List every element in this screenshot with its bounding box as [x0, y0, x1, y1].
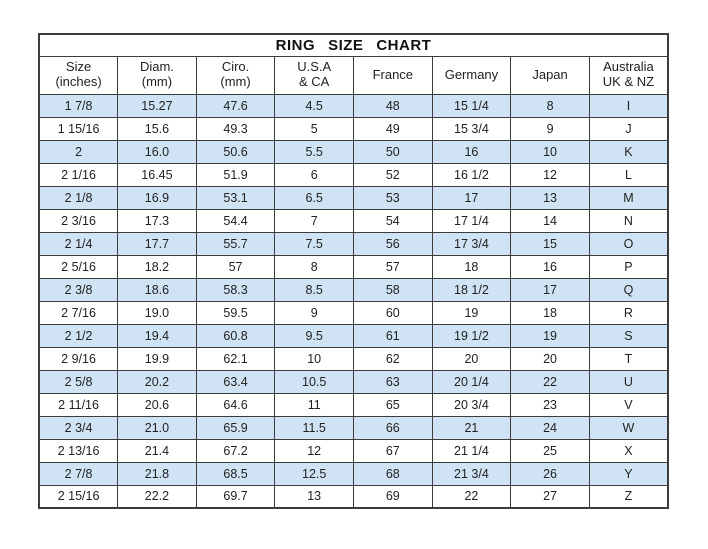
cell-japan: 18: [511, 301, 590, 324]
cell-usa-ca: 5: [275, 117, 354, 140]
column-header-size-inches: [39, 56, 118, 94]
cell-size-inches: 2 5/16: [39, 255, 118, 278]
table-row: [39, 370, 668, 393]
cell-france: 68: [354, 462, 433, 485]
cell-france: 63: [354, 370, 433, 393]
chart-title-row: [39, 34, 668, 56]
cell-germany: 20 3/4: [432, 393, 511, 416]
cell-japan: 17: [511, 278, 590, 301]
cell-diam-mm: 20.2: [118, 370, 197, 393]
cell-size-inches: 2 7/16: [39, 301, 118, 324]
cell-australia-uk-nz: Q: [589, 278, 668, 301]
cell-germany: 20: [432, 347, 511, 370]
column-header-label: Australia: [603, 59, 654, 75]
cell-germany: 18 1/2: [432, 278, 511, 301]
column-header-label: Ciro.: [221, 59, 250, 75]
column-header-ciro-mm: [196, 56, 275, 94]
cell-france: 58: [354, 278, 433, 301]
column-header-label: Size: [65, 59, 92, 75]
table-row: [39, 117, 668, 140]
table-row: [39, 347, 668, 370]
chart-title: RING SIZE CHART: [39, 34, 668, 56]
cell-size-inches: 2 1/4: [39, 232, 118, 255]
column-header-australia-uk-nz: [589, 56, 668, 94]
cell-usa-ca: 8.5: [275, 278, 354, 301]
cell-japan: 27: [511, 485, 590, 508]
column-header-germany: [432, 56, 511, 94]
cell-diam-mm: 18.6: [118, 278, 197, 301]
table-row: [39, 324, 668, 347]
cell-japan: 14: [511, 209, 590, 232]
cell-diam-mm: 17.7: [118, 232, 197, 255]
cell-diam-mm: 17.3: [118, 209, 197, 232]
cell-ciro-mm: 60.8: [196, 324, 275, 347]
cell-france: 62: [354, 347, 433, 370]
cell-usa-ca: 6: [275, 163, 354, 186]
cell-ciro-mm: 57: [196, 255, 275, 278]
table-row: [39, 140, 668, 163]
column-header-diam-mm: [118, 56, 197, 94]
cell-ciro-mm: 68.5: [196, 462, 275, 485]
cell-france: 54: [354, 209, 433, 232]
cell-ciro-mm: 53.1: [196, 186, 275, 209]
column-header-label: U.S.A: [297, 59, 332, 75]
cell-diam-mm: 18.2: [118, 255, 197, 278]
cell-usa-ca: 12.5: [275, 462, 354, 485]
cell-australia-uk-nz: X: [589, 439, 668, 462]
table-row: [39, 255, 668, 278]
cell-ciro-mm: 64.6: [196, 393, 275, 416]
column-header-sublabel: & CA: [299, 74, 330, 89]
cell-size-inches: 1 15/16: [39, 117, 118, 140]
cell-france: 48: [354, 94, 433, 117]
cell-usa-ca: 11: [275, 393, 354, 416]
cell-australia-uk-nz: I: [589, 94, 668, 117]
cell-size-inches: 2 7/8: [39, 462, 118, 485]
cell-size-inches: 2 15/16: [39, 485, 118, 508]
cell-diam-mm: 19.0: [118, 301, 197, 324]
cell-japan: 24: [511, 416, 590, 439]
cell-germany: 21 1/4: [432, 439, 511, 462]
cell-france: 52: [354, 163, 433, 186]
cell-size-inches: 2 11/16: [39, 393, 118, 416]
column-header-france: [354, 56, 433, 94]
cell-ciro-mm: 69.7: [196, 485, 275, 508]
cell-japan: 22: [511, 370, 590, 393]
table-row: [39, 163, 668, 186]
cell-japan: 15: [511, 232, 590, 255]
cell-usa-ca: 9: [275, 301, 354, 324]
table-row: [39, 209, 668, 232]
cell-ciro-mm: 65.9: [196, 416, 275, 439]
table-row: [39, 301, 668, 324]
column-header-sublabel: (inches): [55, 74, 102, 89]
cell-france: 50: [354, 140, 433, 163]
cell-diam-mm: 16.45: [118, 163, 197, 186]
cell-size-inches: 2 3/4: [39, 416, 118, 439]
cell-usa-ca: 10.5: [275, 370, 354, 393]
table-row: [39, 485, 668, 508]
cell-japan: 10: [511, 140, 590, 163]
cell-ciro-mm: 62.1: [196, 347, 275, 370]
cell-germany: 17 3/4: [432, 232, 511, 255]
cell-australia-uk-nz: N: [589, 209, 668, 232]
cell-australia-uk-nz: Y: [589, 462, 668, 485]
column-header-label: France: [372, 66, 414, 82]
cell-germany: 21: [432, 416, 511, 439]
cell-france: 49: [354, 117, 433, 140]
table-row: [39, 416, 668, 439]
cell-germany: 21 3/4: [432, 462, 511, 485]
column-header-usa-ca: [275, 56, 354, 94]
table-row: [39, 186, 668, 209]
cell-usa-ca: 10: [275, 347, 354, 370]
cell-size-inches: 2 9/16: [39, 347, 118, 370]
cell-france: 60: [354, 301, 433, 324]
cell-diam-mm: 21.0: [118, 416, 197, 439]
cell-australia-uk-nz: Z: [589, 485, 668, 508]
cell-australia-uk-nz: S: [589, 324, 668, 347]
ring-size-chart-table: [38, 33, 669, 509]
cell-france: 56: [354, 232, 433, 255]
cell-france: 67: [354, 439, 433, 462]
column-header-sublabel: UK & NZ: [602, 74, 655, 89]
cell-australia-uk-nz: L: [589, 163, 668, 186]
cell-australia-uk-nz: M: [589, 186, 668, 209]
cell-germany: 15 3/4: [432, 117, 511, 140]
cell-france: 65: [354, 393, 433, 416]
cell-germany: 22: [432, 485, 511, 508]
cell-germany: 15 1/4: [432, 94, 511, 117]
cell-size-inches: 2 3/8: [39, 278, 118, 301]
cell-japan: 25: [511, 439, 590, 462]
cell-ciro-mm: 63.4: [196, 370, 275, 393]
cell-diam-mm: 22.2: [118, 485, 197, 508]
cell-usa-ca: 12: [275, 439, 354, 462]
cell-japan: 23: [511, 393, 590, 416]
table-row: [39, 462, 668, 485]
cell-france: 53: [354, 186, 433, 209]
cell-ciro-mm: 47.6: [196, 94, 275, 117]
cell-size-inches: 2: [39, 140, 118, 163]
cell-japan: 20: [511, 347, 590, 370]
cell-germany: 20 1/4: [432, 370, 511, 393]
cell-diam-mm: 19.9: [118, 347, 197, 370]
cell-usa-ca: 4.5: [275, 94, 354, 117]
cell-germany: 19: [432, 301, 511, 324]
cell-australia-uk-nz: U: [589, 370, 668, 393]
cell-size-inches: 2 1/2: [39, 324, 118, 347]
cell-usa-ca: 9.5: [275, 324, 354, 347]
cell-size-inches: 2 5/8: [39, 370, 118, 393]
cell-japan: 13: [511, 186, 590, 209]
table-row: [39, 278, 668, 301]
table-row: [39, 439, 668, 462]
cell-usa-ca: 5.5: [275, 140, 354, 163]
ring-size-chart: [38, 33, 669, 509]
column-header-sublabel: (mm): [141, 74, 173, 89]
cell-japan: 26: [511, 462, 590, 485]
cell-australia-uk-nz: P: [589, 255, 668, 278]
cell-australia-uk-nz: J: [589, 117, 668, 140]
cell-japan: 19: [511, 324, 590, 347]
cell-diam-mm: 15.27: [118, 94, 197, 117]
cell-japan: 9: [511, 117, 590, 140]
cell-size-inches: 1 7/8: [39, 94, 118, 117]
cell-france: 69: [354, 485, 433, 508]
table-row: [39, 393, 668, 416]
column-header-label: Germany: [444, 66, 499, 82]
column-header-sublabel: (mm): [220, 74, 251, 89]
table-row: [39, 94, 668, 117]
cell-diam-mm: 19.4: [118, 324, 197, 347]
cell-size-inches: 2 3/16: [39, 209, 118, 232]
cell-ciro-mm: 54.4: [196, 209, 275, 232]
cell-germany: 17: [432, 186, 511, 209]
cell-japan: 16: [511, 255, 590, 278]
cell-japan: 12: [511, 163, 590, 186]
cell-france: 61: [354, 324, 433, 347]
cell-usa-ca: 6.5: [275, 186, 354, 209]
cell-usa-ca: 11.5: [275, 416, 354, 439]
cell-size-inches: 2 1/16: [39, 163, 118, 186]
cell-france: 66: [354, 416, 433, 439]
cell-diam-mm: 15.6: [118, 117, 197, 140]
column-header-label: Diam.: [139, 59, 174, 75]
cell-ciro-mm: 58.3: [196, 278, 275, 301]
cell-japan: 8: [511, 94, 590, 117]
cell-germany: 16: [432, 140, 511, 163]
cell-germany: 19 1/2: [432, 324, 511, 347]
cell-germany: 17 1/4: [432, 209, 511, 232]
cell-usa-ca: 8: [275, 255, 354, 278]
cell-ciro-mm: 50.6: [196, 140, 275, 163]
cell-size-inches: 2 1/8: [39, 186, 118, 209]
cell-ciro-mm: 49.3: [196, 117, 275, 140]
cell-diam-mm: 21.8: [118, 462, 197, 485]
cell-australia-uk-nz: W: [589, 416, 668, 439]
cell-usa-ca: 13: [275, 485, 354, 508]
cell-germany: 18: [432, 255, 511, 278]
cell-ciro-mm: 51.9: [196, 163, 275, 186]
cell-ciro-mm: 59.5: [196, 301, 275, 324]
cell-usa-ca: 7: [275, 209, 354, 232]
cell-germany: 16 1/2: [432, 163, 511, 186]
cell-size-inches: 2 13/16: [39, 439, 118, 462]
cell-ciro-mm: 67.2: [196, 439, 275, 462]
cell-australia-uk-nz: T: [589, 347, 668, 370]
cell-diam-mm: 21.4: [118, 439, 197, 462]
cell-australia-uk-nz: V: [589, 393, 668, 416]
cell-diam-mm: 16.9: [118, 186, 197, 209]
cell-ciro-mm: 55.7: [196, 232, 275, 255]
cell-usa-ca: 7.5: [275, 232, 354, 255]
table-row: [39, 232, 668, 255]
column-header-row: [39, 56, 668, 94]
cell-australia-uk-nz: O: [589, 232, 668, 255]
cell-diam-mm: 16.0: [118, 140, 197, 163]
cell-diam-mm: 20.6: [118, 393, 197, 416]
cell-france: 57: [354, 255, 433, 278]
cell-australia-uk-nz: R: [589, 301, 668, 324]
cell-australia-uk-nz: K: [589, 140, 668, 163]
column-header-japan: [511, 56, 590, 94]
column-header-label: Japan: [532, 66, 568, 82]
